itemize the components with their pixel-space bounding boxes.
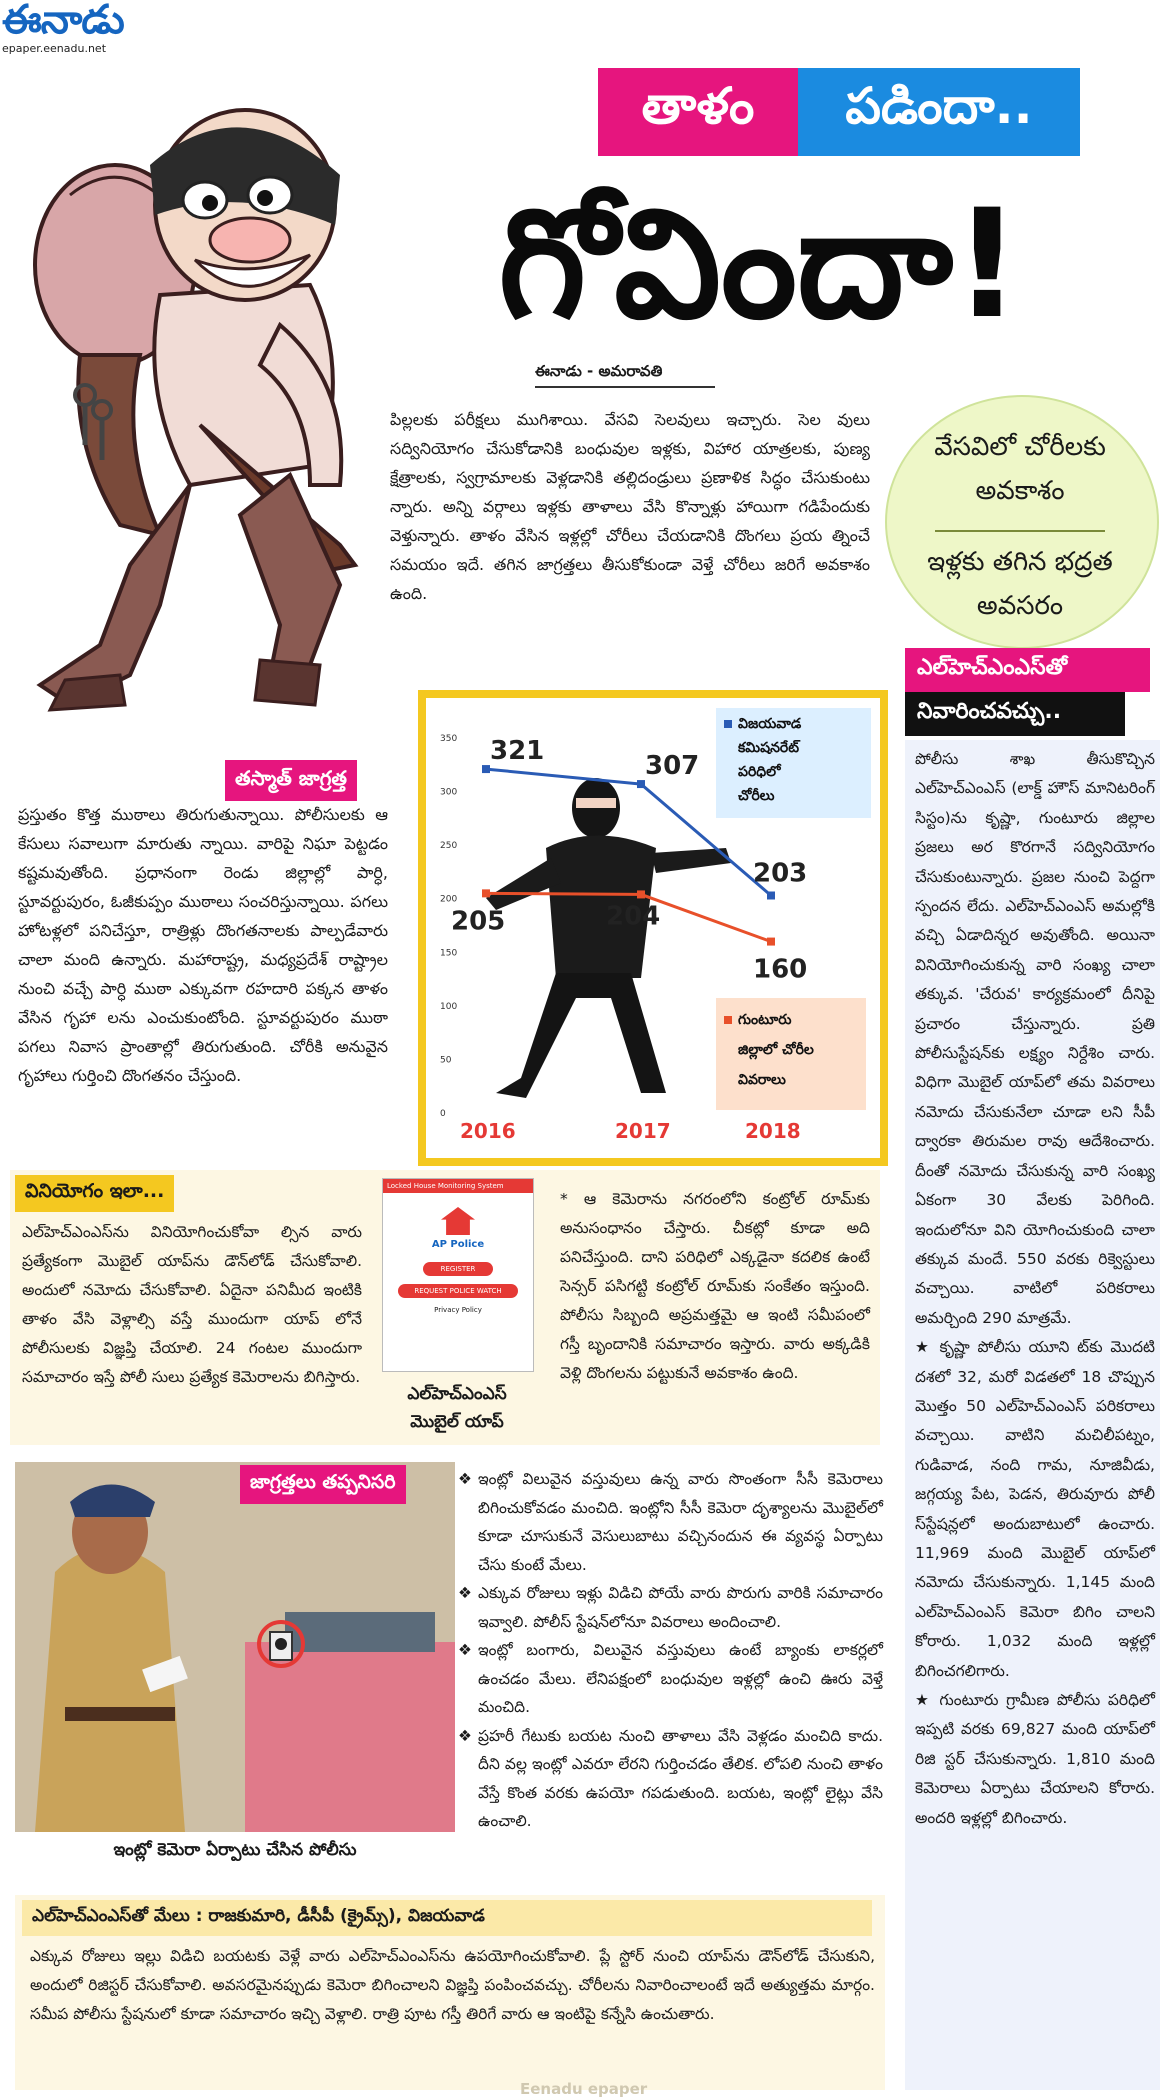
byline: ఈనాడు - అమరావతి: [535, 362, 663, 380]
y-tick-label: 300: [440, 787, 458, 798]
app-screenshot: [382, 1178, 534, 1372]
x-tick-label: 2018: [745, 1119, 801, 1143]
police-illustration: [15, 1462, 455, 1832]
app-name: AP Police: [431, 1239, 485, 1250]
y-tick-label: 250: [440, 841, 458, 852]
thief-illustration: [10, 65, 430, 725]
data-point: [482, 765, 490, 773]
tasmat-paragraph: ప్రస్తుతం కొత్త ముఠాలు తిరుగుతున్నాయి. పోలీసులకు ఆ కేసులు సవాలుగా మారుతు న్నాయి. వారిపై నిఘా పెట్టడం కష్టమవుతోంది. ప్రధానంగా రెండు జిల్లాల్లో పార్ధి, స్టూవర్టుపురం, ఓజీకుప్పం ముఠాలు సంచరిస్తున్నాయి. పగలు హోటళ్లలో పనిచేస్తూ, రాత్రిళ్లు దొంగతనాలకు పాల్పడేవారు చాలా మంది ఉన్నారు. మహారాష్ట్ర, మధ్యప్రదేశ్ రాష్ట్రాల నుంచి వచ్చే పార్ధి ముఠా ఎక్కువగా రహదారి పక్కన తాళం వేసిన గృహా లను ఎంచుకుంటోంది. స్టూవర్టుపురం ముఠా పగలు నివాస ప్రాంతాల్లో తిరుగుతుంది. చోరీకి అనువైన గృహాలు గుర్తించి దొంగతనం చేస్తుంది.: [18, 805, 388, 1085]
list-item-text: ఎక్కువ రోజులు ఇళ్లు విడిచి పోయే వారు పొరుగు వారికి సమాచారం ఇవ్వాలి. పోలీస్ స్టేషన్‌లోనూ వివరాలు అందించాలి.: [478, 1584, 883, 1631]
list-item-text: ఇంట్లో విలువైన వస్తువులు ఉన్న వారు సొంతంగా సీసీ కెమెరాలు బిగించుకోవడం మంచిది. ఇంట్లోని సీసీ కెమెరా దృశ్యాలను మొబైల్‌లో కూడా చూసుకునే వెసులుబాటు వచ్చినందున ఈ వ్యవస్థ ఏర్పాటు చేసు కుంటే మేలు.: [478, 1470, 883, 1574]
y-tick-label: 50: [440, 1055, 452, 1066]
app-privacy-link[interactable]: Privacy Policy: [434, 1306, 482, 1314]
jagrattalu-heading: జాగ్రత్తలు తప్పనిసరి: [240, 1465, 406, 1504]
list-item: [458, 1465, 883, 1579]
headline: గోవిందా!: [498, 178, 1022, 352]
viniyogam-right-text: [560, 1185, 870, 1388]
legend-1-word: విజయవాడ: [738, 716, 802, 732]
chart-frame: [418, 690, 888, 1166]
viniyogam-paragraph: ఎల్‌హెచ్‌ఎంఎస్‌ను వినియోగించుకోవా ల్సిన వారు ప్రత్యేకంగా మొబైల్ యాప్‌ను డౌన్‌లోడ్ చేసుకోవాలి. అందులో నమోదు చేసుకోవాలి. ఏదైనా పనిమీద ఇంటికి తాళం వేసి వెళ్లాల్సి వస్తే ముందుగా యాప్ లోనే పోలీసులకు విజ్ఞప్తి చేయాలి. 24 గంటల ముందుగా సమాచారం ఇస్తే పోలీ సులు ప్రత్యేక కెమెరాలను బిగిస్తారు.: [22, 1223, 362, 1386]
data-label: 204: [606, 901, 661, 932]
quote-text: [30, 1942, 875, 2029]
y-tick-label: 200: [440, 894, 458, 905]
police-photo: [15, 1462, 455, 1832]
app-request-button[interactable]: REQUEST POLICE WATCH: [398, 1284, 518, 1298]
thief-legs: [496, 973, 666, 1098]
bullet-icon: ❖: [458, 1584, 472, 1602]
legend-2-word: వివరాలు: [738, 1072, 786, 1088]
data-point: [767, 938, 775, 946]
viniyogam-text: [22, 1218, 362, 1392]
jagrattalu-list: [458, 1465, 883, 1836]
kicker-blue: పడిందా..: [798, 68, 1080, 156]
watermark: Eenadu epaper: [520, 2080, 648, 2098]
data-point: [637, 780, 645, 788]
sidebar-heading-1: ఎల్‌హెచ్‌ఎంఎస్‌తో: [905, 648, 1150, 692]
legend-2-word: గుంటూరు: [738, 1012, 792, 1028]
viniyogam-right-paragraph: * ఆ కెమెరాను నగరంలోని కంట్రోల్ రూమ్‌కు అనుసంధానం చేస్తారు. చీకట్లో కూడా అది పనిచేస్తుంది. దాని పరిధిలో ఎక్కడైనా కదలిక ఉంటే సెన్సర్ పసిగట్టి కంట్రోల్ రూమ్‌కు సంకేతం ఇస్తుంది. పోలీసు సిబ్బంది అప్రమత్తమై ఆ ఇంటి సమీపంలో గస్తీ బృందానికి సమాచారం ఇస్తారు. వారు అక్కడికి వెళ్లి దొంగలను పట్టుకునే అవకాశం ఉంది.: [560, 1190, 870, 1382]
list-item: [458, 1722, 883, 1836]
intro-paragraph: [390, 405, 870, 608]
list-item: [458, 1579, 883, 1636]
bullet-icon: ❖: [458, 1470, 472, 1488]
byline-rule: [535, 386, 715, 388]
tasmat-heading: తస్మాత్ జాగ్రత్త: [225, 760, 357, 801]
intro-text: పిల్లలకు పరీక్షలు ముగిశాయి. వేసవి సెలవులు ఇచ్చారు. సెల వులు సద్వినియోగం చేసుకోడానికి బంధువుల ఇళ్లకు, విహార యాత్రలకు, పుణ్య క్షేత్రాలకు, స్వగ్రామాలకు వెళ్లడానికి తల్లిదండ్రులు ప్రణాళిక సిద్ధం చేసుకుంటు న్నారు. అన్ని వర్గాలు ఇళ్లకు తాళాలు వేసి కొన్నాళ్లు హాయిగా గడిపేందుకు వెళ్తున్నారు. తాళం వేసిన ఇళ్లల్లో చోరీలు చేయడానికి దొంగలు ప్రయ త్నించే సమయం ఇదే. తగిన జాగ్రత్తలు తీసుకోకుండా వెళ్తే చోరీలు జరిగే అవకాశం ఉంది.: [390, 410, 870, 603]
y-tick-label: 0: [440, 1109, 446, 1119]
list-item-text: ప్రహరీ గేటుకు బయట నుంచి తాళాలు వేసి వెళ్లడం మంచిది కాదు. దీని వల్ల ఇంట్లో ఎవరూ లేరని గుర్తించడం తేలిక. లోపలి నుంచి తాళం వేస్తే కొంత వరకు ఉపయో గపడుతుంది. బయట, ఇంట్లో లైట్లు వేసి ఉంచాలి.: [478, 1726, 883, 1830]
oval-divider: [935, 530, 1105, 532]
quote-paragraph: ఎక్కువ రోజులు ఇల్లు విడిచి బయటకు వెళ్లే వారు ఎల్‌హెచ్‌ఎంఎస్‌ను ఉపయోగించుకోవాలి. ప్లే స్టోర్ నుంచి యాప్‌ను డౌన్‌లోడ్ చేసుకుని, అందులో రిజిస్టర్ చేసుకోవాలి. అవసరమైనప్పుడు కెమెరా బిగించాలని విజ్ఞప్తి పంపించవచ్చు. చోరీలను నివారించాలంటే ఇదే అత్యుత్తమ మార్గం. సమీప పోలీసు స్టేషనులో కూడా సమాచారం ఇచ్చి వెళ్లాలి. రాత్రి పూట గస్తీ తిరిగే వారు ఆ ఇంటిపై కన్నేసి ఉంచుతారు.: [30, 1947, 875, 2023]
legend-1-word: పరిధిలో: [738, 764, 781, 780]
sidebar-heading-2: నివారించవచ్చు..: [905, 692, 1125, 736]
y-tick-label: 150: [440, 948, 458, 959]
data-point: [482, 889, 490, 897]
masthead-url: epaper.eenadu.net: [2, 42, 107, 55]
x-tick-label: 2017: [615, 1119, 671, 1143]
masthead: [2, 0, 142, 60]
data-label: 160: [753, 954, 808, 985]
oval-line1: వేసవిలో చోరీలకు అవకాశం: [934, 432, 1106, 506]
bullet-icon: ❖: [458, 1726, 472, 1745]
data-label: 205: [451, 906, 506, 937]
quote-heading: ఎల్‌హెచ్‌ఎంఎస్‌తో మేలు : రాజకుమారి, డీసీపీ (క్రైమ్స్), విజయవాడ: [22, 1900, 872, 1936]
legend-2-marker: [724, 1016, 732, 1024]
bullet-icon: ❖: [458, 1641, 472, 1659]
data-point: [767, 892, 775, 900]
data-point: [637, 890, 645, 898]
data-label: 307: [645, 751, 700, 782]
app-register-button[interactable]: REGISTER: [423, 1262, 493, 1276]
data-label: 321: [490, 736, 545, 767]
viniyogam-heading: వినియోగం ఇలా...: [15, 1175, 174, 1212]
list-item: [458, 1636, 883, 1722]
app-header: Locked House Monitoring System: [383, 1179, 533, 1193]
list-item-text: ఇంట్లో బంగారు, విలువైన వస్తువులు ఉంటే బ్యాంకు లాకర్లలో ఉంచడం మేలు. లేనిపక్షంలో బంధువుల ఇళ్లల్లో ఉంచి ఊరు వెళ్తే మంచిది.: [478, 1641, 883, 1716]
y-tick-label: 100: [440, 1001, 458, 1012]
legend-1-word: చోరీలు: [738, 788, 775, 804]
legend-2-word: జిల్లాలో చోరీల: [738, 1042, 814, 1058]
data-label: 203: [753, 858, 808, 889]
kicker-pink: తాళం: [598, 68, 798, 156]
sidebar-paragraph-3: ★ గుంటూరు గ్రామీణ పోలీసు పరిధిలో ఇప్పటి వరకు 69,827 మంది యాప్‌లో రిజి స్టర్ చేసుకున్నారు. 1,810 మంది కెమెరాలు ఏర్పాటు చేయాలని కోరారు. అందరి ఇళ్లల్లో బిగించారు.: [915, 1691, 1155, 1827]
chart-svg: [426, 698, 880, 1158]
x-tick-label: 2016: [460, 1119, 516, 1143]
y-tick-label: 350: [440, 734, 458, 744]
masthead-logo: ఈనాడు: [2, 0, 124, 43]
legend-1-marker: [724, 720, 732, 728]
thief-arm-left: [486, 858, 561, 910]
app-caption: ఎల్‌హెచ్‌ఎంఎస్ మొబైల్ యాప్: [407, 1384, 507, 1432]
legend-1-word: కమిషనరేట్: [738, 740, 800, 756]
thief-eyes: [576, 798, 616, 808]
sidebar-text: [915, 745, 1155, 1833]
photo-caption: ఇంట్లో కెమెరా ఏర్పాటు చేసిన పోలీసు: [113, 1840, 357, 1860]
sidebar-paragraph-1: పోలీసు శాఖ తీసుకొచ్చిన ఎల్‌హెచ్‌ఎంఎస్ (లాక్డ్ హౌస్ మానిటరింగ్ సిస్టం)ను కృష్ణా, గుంటూరు జిల్లాల ప్రజలు అర కొరగానే సద్వినియోగం చేసుకుంటున్నారు. ప్రజల నుంచి పెద్దగా స్పందన లేదు. ఎల్‌హెచ్‌ఎంఎస్ అమల్లోకి వచ్చి ఏడాదిన్నర అవుతోంది. అయినా వినియోగించుకున్న వారి సంఖ్య చాలా తక్కువ. 'చేరువ' కార్యక్రమంలో దీనిపై ప్రచారం చేస్తున్నారు. ప్రతి పోలీసుస్టేషన్‌కు లక్ష్యం నిర్దేశిం చారు. విధిగా మొబైల్ యాప్‌లో తమ వివరాలు నమోదు చేసుకునేలా చూడా లని సీపీ ద్వారకా తిరుమల రావు ఆదేశించారు. దీంతో నమోదు చేసుకున్న వారి సంఖ్య ఏకంగా 30 వేలకు పెరిగింది. ఇందులోనూ విని యోగించుకుంది చాలా తక్కువ మందే. 550 వరకు రిక్వెస్టులు వచ్చాయి. వాటిలో పరికరాలు అమర్చింది 290 మాత్రమే.: [915, 750, 1155, 1327]
app-logo: [383, 1207, 533, 1250]
tasmat-text: [18, 800, 388, 1090]
oval-line2: ఇళ్లకు తగిన భద్రత అవసరం: [927, 547, 1113, 621]
sidebar-paragraph-2: ★ కృష్ణా పోలీసు యూని ట్‌కు మొదటి దశలో 32, మరో విడతలో 18 చొప్పున మొత్తం 50 ఎల్‌హెచ్‌ఎంఎస్ పరికరాలు వచ్చాయి. వాటిని మచిలీపట్నం, గుడివాడ, నంది గామ, నూజివీడు, జగ్గయ్య పేట, పెడన, తిరువూరు పోలీ స్‌స్టేషన్లలో అందుబాటులో ఉంచారు. 11,969 మంది మొబైల్ యాప్‌లో నమోదు చేసుకున్నారు. 1,145 మంది ఎల్‌హెచ్‌ఎంఎస్ కెమెరా బిగిం చాలని కోరారు. 1,032 మంది ఇళ్లల్లో బిగించగలిగారు.: [915, 1338, 1155, 1680]
